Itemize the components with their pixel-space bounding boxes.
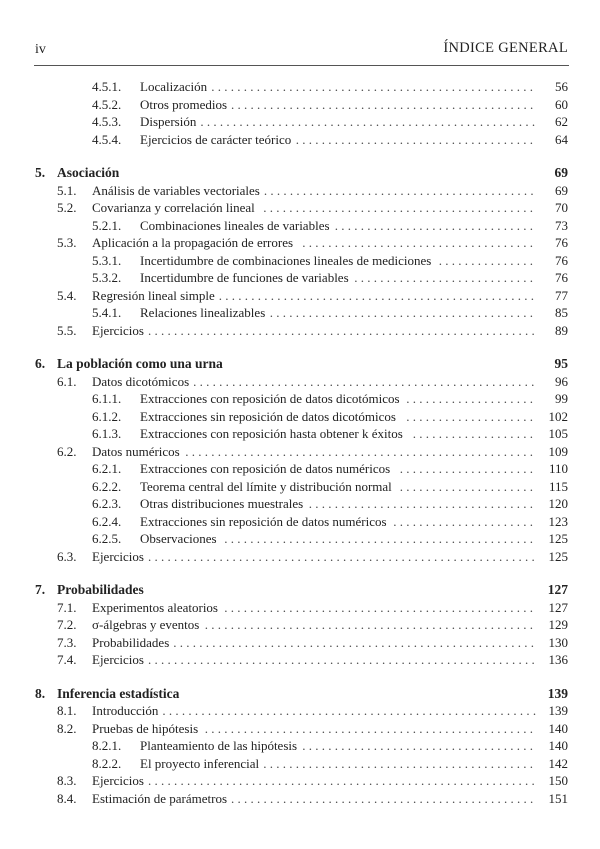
entry-page: 105 — [548, 426, 568, 441]
dot-leader: . . . . . . . . . . . . . . . . . . . . . . — [393, 513, 533, 529]
toc-section[interactable] — [35, 634, 568, 652]
toc-subsection[interactable] — [35, 737, 568, 755]
dot-leader: . . . . . . . . . . . . . . . . . . . . . — [399, 461, 533, 476]
toc-subsection[interactable] — [35, 425, 568, 443]
dot-leader: . . . . . . . . . . . . . . . — [438, 252, 533, 268]
entry-page: 76 — [555, 252, 568, 268]
entry-page: 140 — [548, 738, 568, 753]
entry-title: Incertidumbre de funciones de variables — [140, 270, 349, 285]
dot-leader: . . . . . . . . . . . . . . . . . . . . . . . . . . . . . . . . . . . . . . . . . . — [263, 182, 534, 198]
toc-subsection[interactable] — [35, 252, 568, 270]
entry-title: Planteamiento de las hipótesis — [140, 738, 298, 753]
entry-number: 4.5.3. — [92, 114, 122, 129]
entry-page: 151 — [548, 790, 568, 806]
entry-title: Relaciones linealizables — [140, 305, 266, 320]
entry-title: Asociación — [57, 165, 120, 180]
toc-subsection[interactable] — [35, 78, 568, 96]
dot-leader: . . . . . . . . . . . . . . . . . . . . . . . . . . . . . . . . . . . . . . . . . . . . . . . . . . . . . . . . . . — [162, 703, 537, 718]
entry-page: 64 — [555, 131, 568, 147]
entry-title: Dispersión — [140, 114, 197, 129]
dot-leader: . . . . . . . . . . . . . . . . . . . . . . . . . . . . . . . . . . . . . . . . . . . . . . . . . . . . . . — [185, 443, 533, 459]
dot-leader: . . . . . . . . . . . . . . . . . . . . . . . . . . . . . . . . . . . . . . . . . . . . . . . . — [224, 599, 533, 615]
entry-title: Pruebas de hipótesis — [92, 720, 199, 736]
entry-page: 142 — [548, 755, 568, 771]
entry-page: 150 — [548, 773, 568, 788]
entry-page: 109 — [548, 443, 568, 459]
page-header — [35, 40, 568, 64]
dot-leader: . . . . . . . . . . . . . . . . . . . . — [406, 408, 533, 424]
entry-page: 96 — [555, 373, 568, 389]
toc-section[interactable] — [35, 322, 568, 340]
toc-subsection[interactable] — [35, 755, 568, 773]
entry-title: Experimentos aleatorios — [92, 599, 218, 615]
entry-page: 77 — [555, 287, 568, 303]
entry-page: 115 — [548, 478, 568, 494]
entry-page: 76 — [555, 270, 568, 285]
entry-title: Otras distribuciones muestrales — [140, 496, 304, 511]
entry-title: σ-álgebras y eventos — [92, 617, 200, 632]
toc-subsection[interactable] — [35, 513, 568, 531]
entry-page: 60 — [555, 96, 568, 112]
entry-number: 4.5.4. — [92, 131, 122, 147]
entry-page: 89 — [555, 322, 568, 338]
dot-leader: . . . . . . . . . . . . . . . . . . . . . . . . . . . . . . . . . . . . . . . . . . . . . . . — [231, 790, 534, 806]
entry-title: La población como una urna — [57, 356, 223, 371]
entry-title: Regresión lineal simple — [92, 287, 215, 303]
toc-subsection[interactable] — [35, 304, 568, 322]
entry-number: 6.2.4. — [92, 513, 122, 529]
toc-subsection[interactable] — [35, 495, 568, 513]
toc-section[interactable] — [35, 234, 568, 252]
toc-subsection[interactable] — [35, 269, 568, 287]
entry-number: 5.3. — [57, 235, 77, 250]
entry-number: 5. — [35, 165, 46, 180]
entry-number: 5.3.2. — [92, 270, 122, 285]
entry-page: 85 — [555, 305, 568, 320]
entry-number: 8.2. — [57, 720, 77, 736]
entry-page: 120 — [548, 496, 568, 511]
toc-section[interactable] — [35, 790, 568, 808]
entry-number: 4.5.2. — [92, 96, 122, 112]
toc-section[interactable] — [35, 720, 568, 738]
entry-number: 6.2.5. — [92, 531, 122, 546]
entry-title: Probabilidades — [92, 634, 170, 650]
dot-leader: . . . . . . . . . . . . . . . . . . . . . . . . . . . . . . . . . . . . . . . . . . . . . . . — [231, 96, 534, 112]
dot-leader: . . . . . . . . . . . . . . . . . . . . . . . . . . . . . . . . . . . . . . . . . . . . . . . . . . . . . . . . — [173, 634, 535, 650]
page-number: iv — [35, 42, 46, 57]
entry-title: Incertidumbre de combinaciones lineales de mediciones — [140, 252, 432, 268]
entry-number: 6.1.3. — [92, 426, 122, 441]
entry-title: Extracciones con reposición hasta obtener k éxitos — [140, 426, 403, 441]
dot-leader: . . . . . . . . . . . . . . . . . . . . . . . . . . . . . . . . . . . . . . . . . . . . . . . . . . . . — [200, 114, 536, 129]
entry-number: 7.2. — [57, 617, 77, 632]
dot-leader: . . . . . . . . . . . . . . . . . . . . . . . . . . . . . . . . . . . . . . . . . — [269, 305, 533, 320]
dot-leader: . . . . . . . . . . . . . . . . . . . . — [406, 391, 533, 406]
dot-leader: . . . . . . . . . . . . . . . . . . . . . . . . . . . . . . . . . . . . . . . . . . . . . . . . . . . — [204, 720, 533, 736]
toc-chapter[interactable] — [35, 164, 568, 182]
entry-title: Aplicación a la propagación de errores — [92, 235, 294, 250]
entry-title: Ejercicios — [92, 773, 144, 788]
entry-page: 76 — [555, 235, 568, 250]
entry-title: Combinaciones lineales de variables — [140, 217, 330, 233]
dot-leader: . . . . . . . . . . . . . . . . . . . . . . . . . . . . . . . . . . . . — [302, 235, 533, 250]
dot-leader: . . . . . . . . . . . . . . . . . . . . . . . . . . . . . . . . . . . . . . . . . . . . . . . . . . . . . . . . . . . . — [147, 322, 535, 338]
entry-number: 5.5. — [57, 322, 77, 338]
dot-leader: . . . . . . . . . . . . . . . . . . . . . . . . . . . . . . . . . . . . . . . . . . . . . . . . . . . . . . . . . . . . — [147, 773, 535, 788]
header-rule — [34, 65, 569, 66]
entry-title: Estimación de parámetros — [92, 790, 228, 806]
dot-leader: . . . . . . . . . . . . . . . . . . . . . . . . . . . . . . . . . . . . . . . . . . . . . . . . . . . — [204, 617, 533, 632]
entry-number: 7.3. — [57, 634, 77, 650]
entry-title: Ejercicios — [92, 548, 144, 564]
entry-page: 136 — [548, 652, 568, 667]
entry-page: 127 — [547, 582, 568, 597]
toc-subsection[interactable] — [35, 131, 568, 149]
dot-leader: . . . . . . . . . . . . . . . . . . . . . . . . . . . . . . . . . . . . . — [295, 131, 533, 147]
dot-leader: . . . . . . . . . . . . . . . . . . . . . . . . . . . . . . . . . . . — [308, 496, 533, 511]
entry-page: 69 — [555, 182, 568, 198]
entry-number: 6.1.1. — [92, 391, 122, 406]
entry-page: 70 — [555, 200, 568, 215]
entry-number: 8.3. — [57, 773, 77, 788]
toc-chapter[interactable] — [35, 685, 568, 703]
entry-title: Observaciones — [140, 531, 217, 546]
entry-title: Extracciones con reposición de datos numéricos — [140, 461, 391, 476]
dot-leader: . . . . . . . . . . . . . . . . . . . . . . . . . . . . . . . . . . . . . . . . . . — [263, 200, 533, 215]
toc-section[interactable] — [35, 651, 568, 669]
dot-leader: . . . . . . . . . . . . . . . . . . . . . . . . . . . . . . . . . . . . . . . . . . . . . . . . . . . . . . . . . . . . — [147, 652, 535, 667]
dot-leader: . . . . . . . . . . . . . . . . . . . . . . . . . . . . . . . . . . . . . . . . . . . . . . . . — [224, 531, 533, 546]
toc-subsection[interactable] — [35, 530, 568, 548]
entry-title: Extracciones con reposición de datos dicotómicos — [140, 391, 400, 406]
entry-title: El proyecto inferencial — [140, 755, 260, 771]
entry-title: Inferencia estadística — [57, 685, 180, 701]
toc-section[interactable] — [35, 599, 568, 617]
dot-leader: . . . . . . . . . . . . . . . . . . . . . . . . . . . . . . . . . . . . — [302, 738, 533, 753]
entry-number: 7.4. — [57, 652, 77, 667]
entry-number: 6.2.2. — [92, 478, 122, 494]
dot-leader: . . . . . . . . . . . . . . . . . . . . . . . . . . . . . . . . . . . . . . . . . . . . . . . . . — [218, 287, 535, 303]
entry-number: 6.3. — [57, 548, 77, 564]
entry-page: 125 — [548, 548, 568, 564]
toc-subsection[interactable] — [35, 390, 568, 408]
entry-page: 140 — [548, 720, 568, 736]
entry-title: Extracciones sin reposición de datos dicotómicos — [140, 408, 396, 424]
toc-subsection[interactable] — [35, 96, 568, 114]
entry-number: 6.1. — [57, 373, 77, 389]
toc-section[interactable] — [35, 616, 568, 634]
dot-leader: . . . . . . . . . . . . . . . . . . . . . . . . . . . . — [354, 270, 533, 285]
entry-page: 139 — [548, 703, 568, 718]
entry-title: Otros promedios — [140, 96, 228, 112]
toc-section[interactable] — [35, 702, 568, 720]
entry-title: Introducción — [92, 703, 159, 718]
toc-section[interactable] — [35, 182, 568, 200]
entry-page: 125 — [548, 531, 568, 546]
entry-number: 8.2.2. — [92, 755, 122, 771]
dot-leader: . . . . . . . . . . . . . . . . . . . . . . . . . . . . . . . . . . . . . . . . . . — [263, 755, 533, 771]
dot-leader: . . . . . . . . . . . . . . . . . . . . . . . . . . . . . . . . . . . . . . . . . . . . . . . . . . . . . — [193, 373, 535, 389]
entry-title: Covarianza y correlación lineal — [92, 200, 255, 215]
toc-subsection[interactable] — [35, 408, 568, 426]
entry-number: 5.4.1. — [92, 305, 122, 320]
running-title: ÍNDICE GENERAL — [443, 40, 568, 56]
entry-number: 5.2.1. — [92, 217, 122, 233]
toc-section[interactable] — [35, 443, 568, 461]
toc-subsection[interactable] — [35, 217, 568, 235]
entry-number: 7.1. — [57, 599, 77, 615]
toc-chapter[interactable] — [35, 581, 568, 599]
toc-subsection[interactable] — [35, 460, 568, 478]
entry-title: Probabilidades — [57, 582, 144, 597]
entry-number: 8.2.1. — [92, 738, 122, 753]
entry-page: 73 — [555, 217, 568, 233]
entry-number: 6.2.1. — [92, 461, 122, 476]
entry-page: 123 — [548, 513, 568, 529]
dot-leader: . . . . . . . . . . . . . . . . . . . . . . . . . . . . . . . . . . . . . . . . . . . . . . . . . . . . . . . . . . . . — [147, 548, 535, 564]
entry-title: Ejercicios — [92, 322, 144, 338]
entry-page: 129 — [548, 617, 568, 632]
entry-page: 102 — [548, 408, 568, 424]
dot-leader: . . . . . . . . . . . . . . . . . . . . . . . . . . . . . . . — [334, 217, 533, 233]
dot-leader: . . . . . . . . . . . . . . . . . . . — [412, 426, 533, 441]
entry-page: 56 — [555, 79, 568, 94]
entry-number: 5.2. — [57, 200, 77, 215]
entry-title: Datos numéricos — [92, 443, 180, 459]
entry-title: Ejercicios — [92, 652, 144, 667]
toc-subsection[interactable] — [35, 478, 568, 496]
table-of-contents — [35, 78, 568, 807]
toc-section[interactable] — [35, 373, 568, 391]
toc-section[interactable] — [35, 772, 568, 790]
entry-page: 62 — [555, 114, 568, 129]
entry-page: 127 — [548, 599, 568, 615]
entry-page: 69 — [554, 165, 568, 180]
toc-section[interactable] — [35, 199, 568, 217]
dot-leader: . . . . . . . . . . . . . . . . . . . . . . . . . . . . . . . . . . . . . . . . . . . . . . . . . . — [211, 79, 533, 94]
entry-number: 5.3.1. — [92, 252, 122, 268]
entry-number: 6. — [35, 356, 46, 371]
entry-number: 5.1. — [57, 182, 77, 198]
entry-page: 139 — [547, 685, 568, 701]
entry-title: Teorema central del límite y distribución normal — [140, 478, 392, 494]
toc-chapter[interactable] — [35, 355, 568, 373]
toc-section[interactable] — [35, 548, 568, 566]
entry-title: Ejercicios de carácter teórico — [140, 131, 292, 147]
entry-number: 6.1.2. — [92, 408, 122, 424]
entry-number: 7. — [35, 582, 46, 597]
entry-page: 130 — [548, 634, 568, 650]
entry-number: 6.2. — [57, 443, 77, 459]
entry-page: 99 — [555, 391, 568, 406]
toc-subsection[interactable] — [35, 113, 568, 131]
dot-leader: . . . . . . . . . . . . . . . . . . . . . — [399, 478, 533, 494]
entry-title: Análisis de variables vectoriales — [92, 182, 260, 198]
entry-number: 8.1. — [57, 703, 77, 718]
entry-page: 110 — [548, 461, 568, 476]
entry-number: 5.4. — [57, 287, 77, 303]
entry-number: 4.5.1. — [92, 79, 122, 94]
entry-page: 95 — [554, 356, 568, 371]
entry-number: 6.2.3. — [92, 496, 122, 511]
toc-section[interactable] — [35, 287, 568, 305]
entry-title: Localización — [140, 79, 208, 94]
entry-title: Extracciones sin reposición de datos numéricos — [140, 513, 387, 529]
entry-number: 8. — [35, 685, 46, 701]
entry-title: Datos dicotómicos — [92, 373, 190, 389]
entry-number: 8.4. — [57, 790, 77, 806]
